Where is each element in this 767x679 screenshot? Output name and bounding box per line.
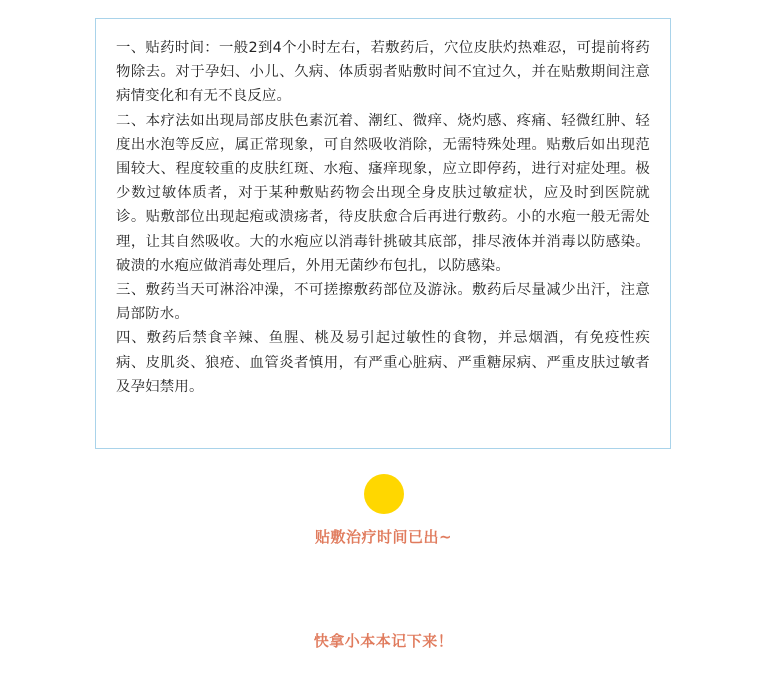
- notice-paragraph-1: 一、贴药时间：一般2到4个小时左右，若敷药后，穴位皮肤灼热难忍，可提前将药物除去。对于孕妇、小儿、久病、体质弱者贴敷时间不宜过久，并在贴敷期间注意病情变化和有无不良反应。: [116, 40, 650, 105]
- notice-box: [95, 18, 671, 449]
- notice-paragraph-4: 四、敷药后禁食辛辣、鱼腥、桃及易引起过敏性的食物，并忌烟酒，有免疫性疾病、皮肌炎、狼疮、血管炎者慎用，有严重心脏病、严重糖尿病、严重皮肤过敏者及孕妇禁用。: [116, 330, 650, 395]
- caption-take-notes: 快拿小本本记下来！: [313, 632, 454, 650]
- notice-paragraph-2: 二、本疗法如出现局部皮肤色素沉着、潮红、微痒、烧灼感、疼痛、轻微红肿、轻度出水泡等反应，属正常现象，可自然吸收消除，无需特殊处理。贴敷后如出现范围较大、程度较重的皮肤红斑、水疱、瘙痒现象，应立即停药，进行对症处理。极少数过敏体质者，对于某种敷贴药物会出现全身皮肤过敏症状，应及时到医院就诊。贴敷部位出现起疱或溃疡者，待皮肤愈合后再进行敷药。小的水疱一般无需处理，让其自然吸收。大的水疱应以消毒针挑破其底部，排尽液体并消毒以防感染。破溃的水疱应做消毒处理后，外用无菌纱布包扎，以防感染。: [116, 112, 650, 274]
- caption-time-announced: 贴敷治疗时间已出~: [314, 528, 453, 546]
- yellow-dot-decoration: [364, 474, 404, 514]
- notice-paragraph-3: 三、敷药当天可淋浴冲澡，不可搓擦敷药部位及游泳。敷药后尽量减少出汗，注意局部防水。: [116, 282, 650, 323]
